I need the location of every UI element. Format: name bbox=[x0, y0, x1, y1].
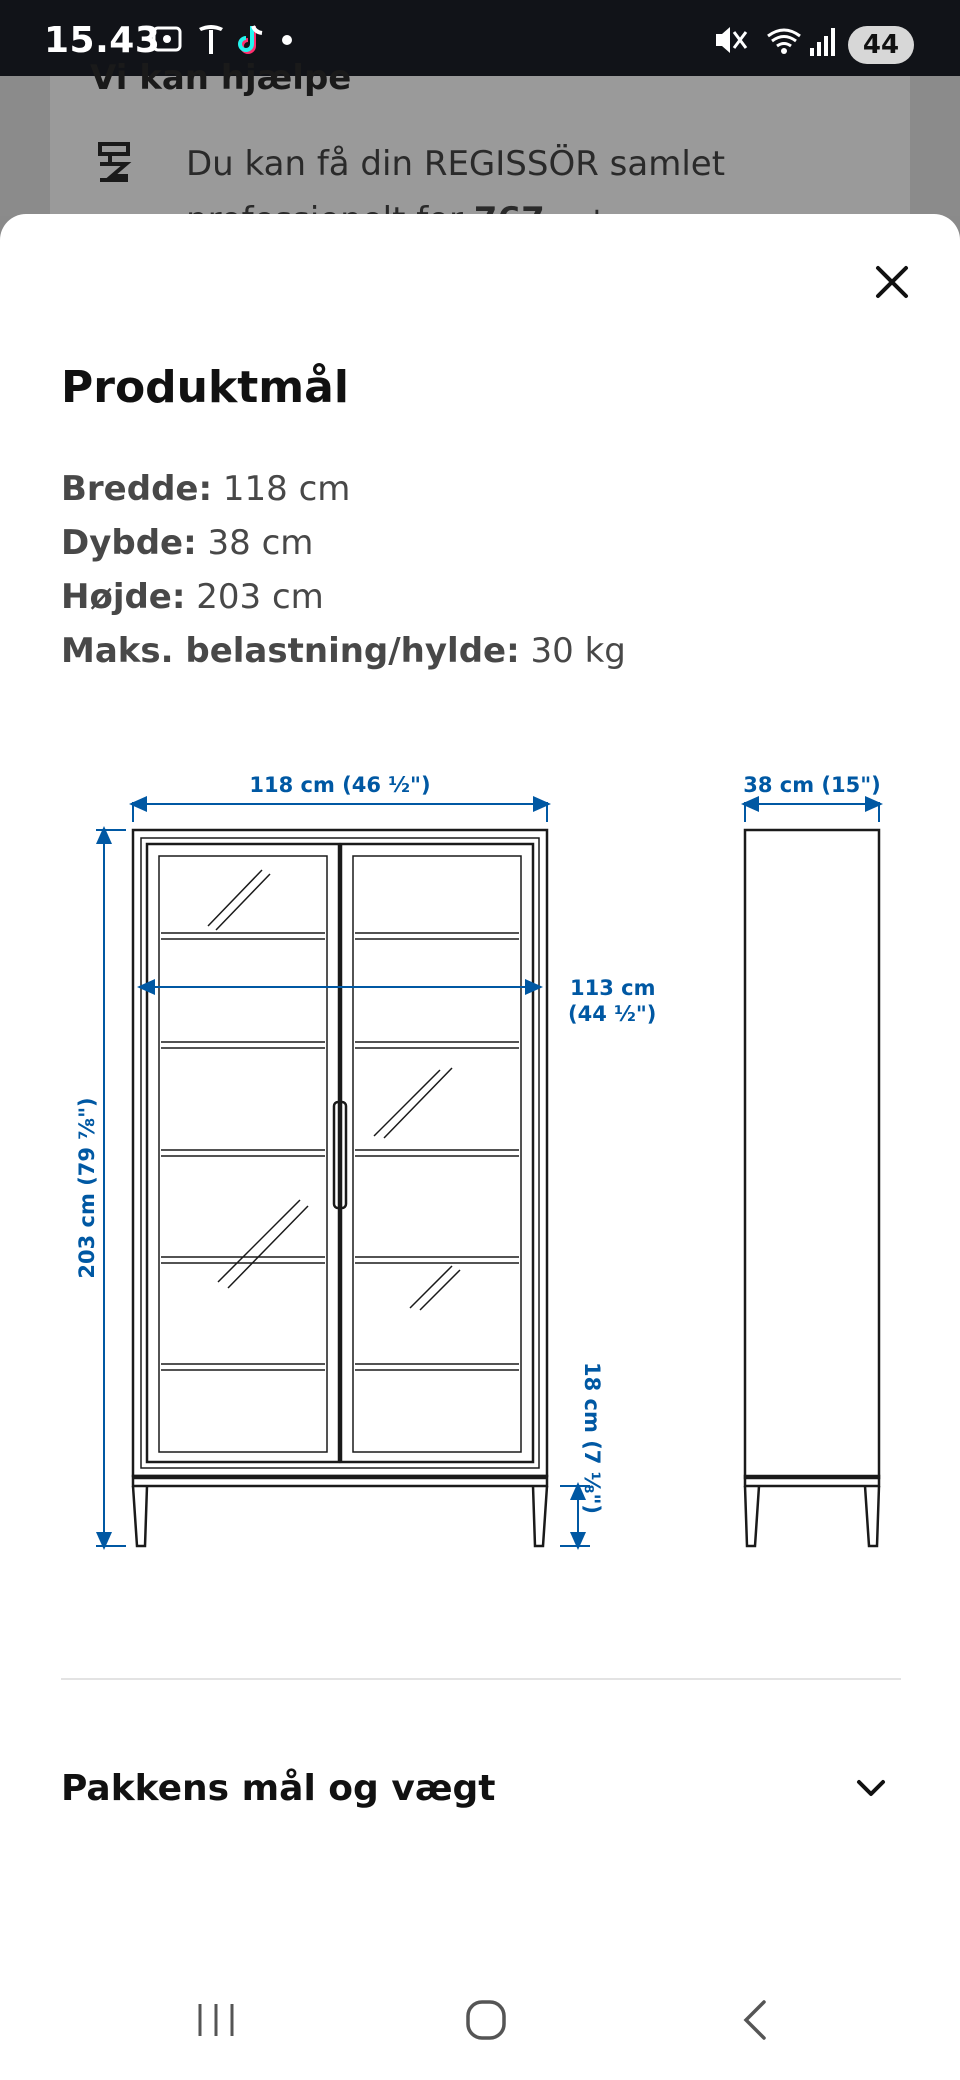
inner-width-label-2: (44 ½") bbox=[568, 1002, 657, 1026]
wifi-icon bbox=[768, 30, 800, 54]
spec-height: Højde: 203 cm bbox=[61, 577, 324, 617]
spec-depth: Dybde: 38 cm bbox=[61, 523, 314, 563]
assembly-line-1: Du kan få din REGISSÖR samlet bbox=[186, 144, 726, 184]
section-divider bbox=[61, 1678, 901, 1680]
depth-dimension-label: 38 cm (15") bbox=[743, 773, 881, 797]
drill-icon bbox=[96, 140, 136, 184]
home-icon bbox=[464, 1998, 508, 2042]
recent-apps-button[interactable] bbox=[176, 1990, 256, 2050]
status-right-icons bbox=[700, 20, 960, 60]
back-icon bbox=[736, 1998, 776, 2042]
cabinet-side-view bbox=[745, 830, 879, 1546]
chevron-down-icon bbox=[851, 1768, 891, 1808]
inner-width-label-1: 113 cm bbox=[570, 976, 656, 1000]
mute-icon bbox=[716, 27, 746, 53]
height-dimension-label: 203 cm (79 ⅞") bbox=[75, 1097, 99, 1279]
spec-width: Bredde: 118 cm bbox=[61, 469, 351, 509]
leg-height-dimension-label: 18 cm (7 ⅛") bbox=[580, 1362, 604, 1514]
status-left-icons bbox=[150, 22, 294, 56]
close-button[interactable] bbox=[864, 254, 920, 310]
home-button[interactable] bbox=[446, 1990, 526, 2050]
package-dimensions-accordion[interactable] bbox=[61, 1760, 901, 1820]
accordion-label: Pakkens mål og vægt bbox=[61, 1768, 496, 1809]
width-dimension-label: 118 cm (46 ½") bbox=[249, 773, 431, 797]
sheet-title: Produktmål bbox=[61, 362, 349, 413]
close-icon bbox=[875, 265, 909, 299]
background-section-title: Vi kan hjælpe bbox=[90, 58, 352, 98]
spec-list bbox=[61, 462, 626, 678]
notification-dot-icon bbox=[280, 22, 294, 56]
tesla-icon bbox=[196, 22, 226, 56]
battery-level: 44 bbox=[862, 30, 900, 60]
dimension-lines bbox=[96, 802, 879, 1546]
tiktok-icon bbox=[238, 22, 268, 56]
battery-indicator bbox=[848, 26, 914, 64]
recent-apps-icon bbox=[194, 2000, 238, 2040]
spec-max-load: Maks. belastning/hylde: 30 kg bbox=[61, 631, 626, 671]
back-button[interactable] bbox=[716, 1990, 796, 2050]
cabinet-front-view bbox=[133, 830, 547, 1546]
screenshot-icon bbox=[150, 22, 184, 56]
dimension-drawing bbox=[0, 740, 960, 1560]
dimension-labels bbox=[75, 773, 881, 1514]
signal-icon bbox=[810, 28, 835, 56]
status-time: 15.43 bbox=[44, 20, 161, 61]
system-navigation-bar bbox=[0, 1960, 960, 2080]
